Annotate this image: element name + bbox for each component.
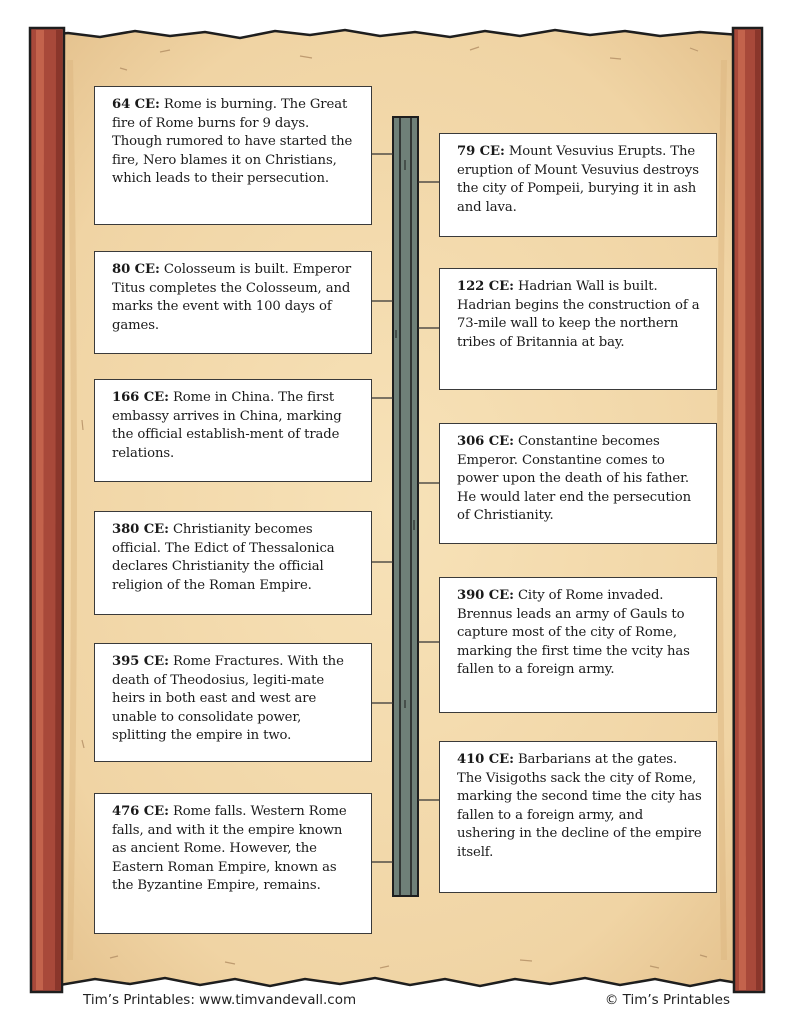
- event-card-390ce: [439, 577, 717, 713]
- event-date: 64 CE:: [112, 97, 160, 112]
- event-card-79ce: [439, 133, 717, 237]
- event-text: Mount Vesuvius Erupts. The eruption of Mount Vesuvius destroys the city of Pompeii, burying it in ash and lava.: [457, 144, 699, 215]
- event-text: Rome is burning. The Great fire of Rome burns for 9 days. Though rumored to have started the fire, Nero blames it on Christians, which leads to their persecution.: [112, 97, 353, 186]
- event-date: 166 CE:: [112, 390, 169, 405]
- event-card-122ce: [439, 268, 717, 390]
- event-text: Colosseum is built. Emperor Titus completes the Colosseum, and marks the event with 100 days of games.: [112, 262, 352, 333]
- event-text: Barbarians at the gates. The Visigoths sack the city of Rome, marking the second time the city has fallen to a foreign army, and ushering in the decline of the empire itself.: [457, 752, 702, 860]
- event-date: 390 CE:: [457, 588, 514, 603]
- event-text: Rome falls. Western Rome falls, and with it the empire known as ancient Rome. However, the Eastern Roman Empire, known as the Byzantine Empire, remains.: [112, 804, 347, 893]
- event-text: Rome Fractures. With the death of Theodosius, legiti-mate heirs in both east and west are unable to consolidate power, splitting the empire in two.: [112, 654, 344, 743]
- footer-credit-website: Tim’s Printables: www.timvandevall.com: [83, 992, 357, 1008]
- event-card-395ce: [94, 643, 372, 762]
- event-text: Rome in China. The first embassy arrives in China, marking the official establish-ment of trade relations.: [112, 390, 342, 461]
- event-card-476ce: [94, 793, 372, 934]
- left-scroll-rod: [30, 28, 64, 992]
- event-date: 410 CE:: [457, 752, 514, 767]
- event-date: 122 CE:: [457, 279, 514, 294]
- event-text: Christianity becomes official. The Edict of Thessalonica declares Christianity the official religion of the Roman Empire.: [112, 522, 335, 593]
- event-card-410ce: [439, 741, 717, 893]
- event-text: City of Rome invaded. Brennus leads an army of Gauls to capture most of the city of Rome, marking the first time the vcity has fallen to a foreign army.: [457, 588, 690, 677]
- right-scroll-rod: [733, 28, 764, 992]
- footer-copyright: © Tim’s Printables: [604, 992, 730, 1008]
- event-date: 395 CE:: [112, 654, 169, 669]
- event-text: Constantine becomes Emperor. Constantine comes to power upon the death of his father. He would later end the persecution of Christianity.: [457, 434, 692, 523]
- event-date: 79 CE:: [457, 144, 505, 159]
- event-card-306ce: [439, 423, 717, 544]
- timeline-pole: [393, 117, 418, 896]
- event-date: 80 CE:: [112, 262, 160, 277]
- event-date: 306 CE:: [457, 434, 514, 449]
- event-card-64ce: [94, 86, 372, 225]
- event-card-380ce: [94, 511, 372, 615]
- event-date: 476 CE:: [112, 804, 169, 819]
- event-text: Hadrian Wall is built. Hadrian begins the construction of a 73-mile wall to keep the northern tribes of Britannia at bay.: [457, 279, 700, 350]
- event-card-80ce: [94, 251, 372, 354]
- event-card-166ce: [94, 379, 372, 482]
- event-date: 380 CE:: [112, 522, 169, 537]
